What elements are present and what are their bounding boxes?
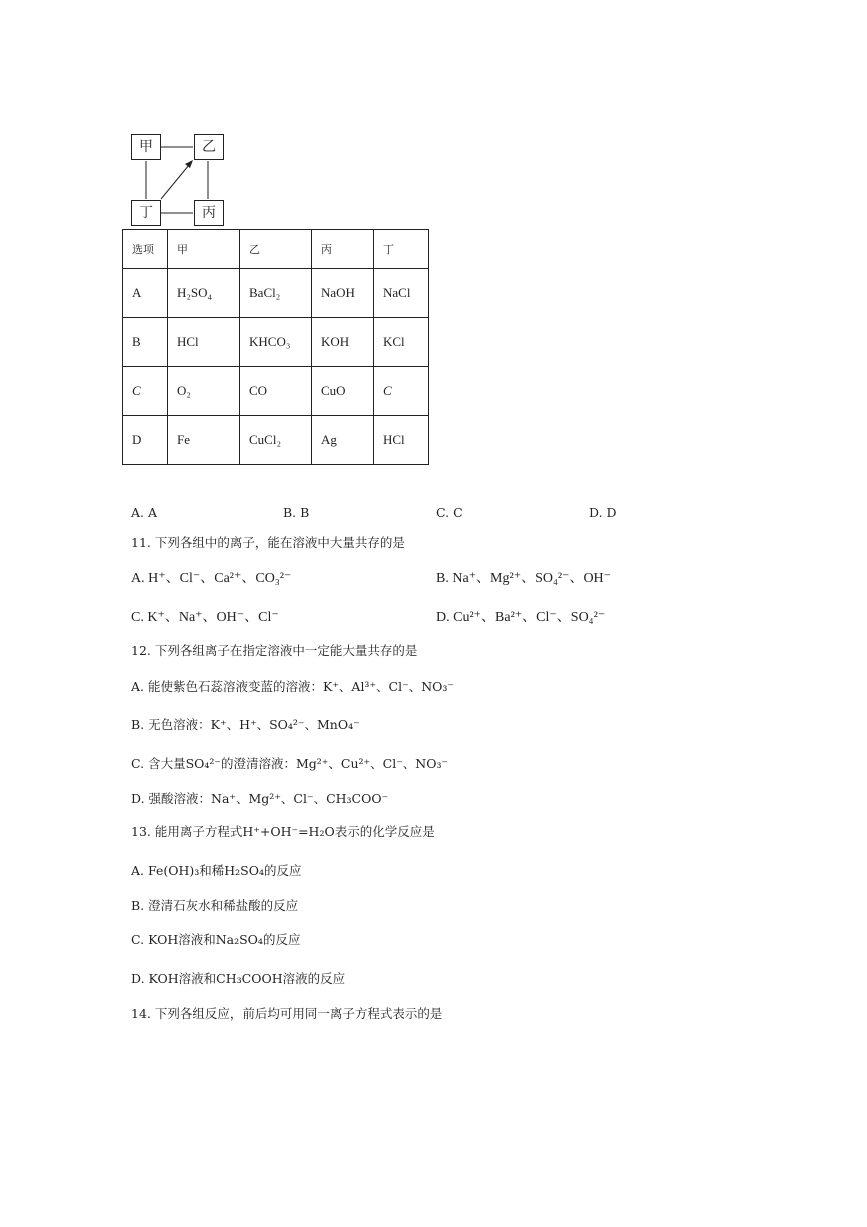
table-row: [123, 318, 429, 367]
cell-yi: BaCl₂: [240, 269, 312, 318]
q14-stem: 14. 下列各组反应，前后均可用同一离子方程式表示的是: [131, 1006, 443, 1021]
q13-option-a[interactable]: A. Fe(OH)₃和稀H₂SO₄的反应: [131, 863, 302, 878]
arrow-ding-yi: [161, 165, 189, 199]
row-key: B: [123, 318, 168, 367]
row-key: D: [123, 416, 168, 465]
table-row: [123, 367, 429, 416]
table-row: [123, 416, 429, 465]
q10-option-d[interactable]: D. D: [589, 505, 617, 520]
q10-option-c[interactable]: C. C: [436, 505, 463, 520]
cell-yi: CuCl₂: [240, 416, 312, 465]
cell-jia: H₂SO₄: [168, 269, 240, 318]
table-row: [123, 269, 429, 318]
header-cell: 丁: [374, 230, 429, 269]
q13-stem: 13. 能用离子方程式H⁺+OH⁻=H₂O表示的化学反应是: [131, 824, 435, 839]
cell-ding: KCl: [374, 318, 429, 367]
cell-bing: Ag: [312, 416, 374, 465]
row-key: C: [123, 367, 168, 416]
node-jia: 甲: [131, 134, 161, 160]
q11-stem: 11. 下列各组中的离子，能在溶液中大量共存的是: [131, 535, 405, 550]
q11-option-c[interactable]: C. K⁺、Na⁺、OH⁻、Cl⁻: [131, 610, 279, 625]
cell-ding: HCl: [374, 416, 429, 465]
cell-ding: C: [374, 367, 429, 416]
header-cell: 甲: [168, 230, 240, 269]
q13-option-c[interactable]: C. KOH溶液和Na₂SO₄的反应: [131, 932, 301, 947]
q12-stem: 12. 下列各组离子在指定溶液中一定能大量共存的是: [131, 643, 418, 658]
header-cell: 选项: [123, 230, 168, 269]
cell-bing: CuO: [312, 367, 374, 416]
cell-jia: Fe: [168, 416, 240, 465]
cell-bing: KOH: [312, 318, 374, 367]
q10-option-a[interactable]: A. A: [131, 505, 158, 520]
q11-option-d[interactable]: D. Cu²⁺、Ba²⁺、Cl⁻、SO₄²⁻: [436, 610, 606, 625]
node-yi: 乙: [194, 134, 224, 160]
cell-yi: KHCO₃: [240, 318, 312, 367]
cell-bing: NaOH: [312, 269, 374, 318]
header-cell: 丙: [312, 230, 374, 269]
node-bing: 丙: [194, 200, 224, 226]
q13-option-b[interactable]: B. 澄清石灰水和稀盐酸的反应: [131, 898, 299, 913]
q10-option-b[interactable]: B. B: [283, 505, 310, 520]
cell-ding: NaCl: [374, 269, 429, 318]
q12-option-d[interactable]: D. 强酸溶液：Na⁺、Mg²⁺、Cl⁻、CH₃COO⁻: [131, 791, 389, 806]
table-header-row: [123, 230, 429, 269]
cell-jia: O₂: [168, 367, 240, 416]
q12-option-b[interactable]: B. 无色溶液：K⁺、H⁺、SO₄²⁻、MnO₄⁻: [131, 717, 360, 732]
q12-option-a[interactable]: A. 能使紫色石蕊溶液变蓝的溶液：K⁺、Al³⁺、Cl⁻、NO₃⁻: [131, 679, 454, 694]
q13-option-d[interactable]: D. KOH溶液和CH₃COOH溶液的反应: [131, 971, 346, 986]
arrow-head: [185, 160, 193, 168]
node-ding: 丁: [131, 200, 161, 226]
q11-option-b[interactable]: B. Na⁺、Mg²⁺、SO₄²⁻、OH⁻: [436, 571, 612, 586]
q11-option-a[interactable]: A. H⁺、Cl⁻、Ca²⁺、CO₃²⁻: [131, 571, 292, 586]
cell-jia: HCl: [168, 318, 240, 367]
q12-option-c[interactable]: C. 含大量SO₄²⁻的澄清溶液：Mg²⁺、Cu²⁺、Cl⁻、NO₃⁻: [131, 756, 449, 771]
row-key: A: [123, 269, 168, 318]
cell-yi: CO: [240, 367, 312, 416]
header-cell: 乙: [240, 230, 312, 269]
options-table: [122, 229, 429, 465]
